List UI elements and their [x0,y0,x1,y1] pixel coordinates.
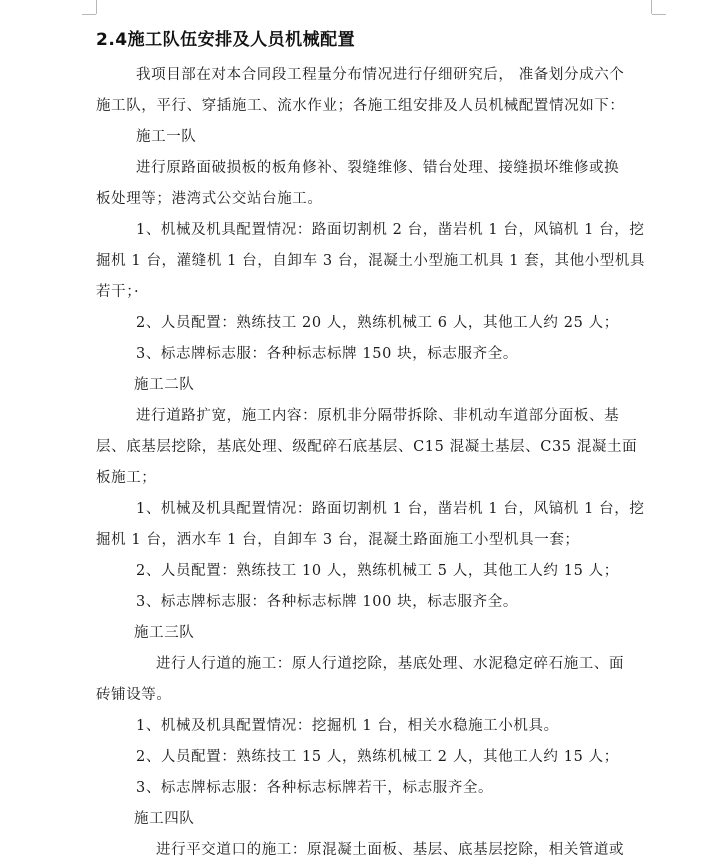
team4-title: 施工四队 [134,811,195,827]
team1-title: 施工一队 [136,129,197,145]
crop-mark-top-left [96,0,97,14]
team2-staff: 2、人员配置：熟练技工 10 人，熟练机械工 5 人，其他工人约 15 人； [136,563,619,579]
team2-title: 施工二队 [134,377,195,393]
crop-mark-top-right-h [652,14,666,15]
team2-desc-line-1: 进行道路扩宽，施工内容：原机非分隔带拆除、非机动车道部分面板、基 [136,408,620,424]
team3-staff: 2、人员配置：熟练技工 15 人，熟练机械工 2 人，其他工人约 15 人； [136,749,619,765]
team2-signs: 3、标志牌标志服：各种标志标牌 100 块，标志服齐全。 [136,594,518,610]
intro-line-1: 我项目部在对本合同段工程量分布情况进行仔细研究后， 准备划分成六个 [136,67,625,83]
team1-signs: 3、标志牌标志服：各种标志标牌 150 块，标志服齐全。 [136,346,518,362]
team2-desc-line-3: 板施工； [96,470,157,486]
team3-desc-line-1: 进行人行道的施工：原人行道挖除，基底处理、水泥稳定碎石施工、面 [156,656,625,672]
team3-signs: 3、标志牌标志服：各种标志标牌若干，标志服齐全。 [136,780,494,796]
team4-desc-line-1: 进行平交道口的施工：原混凝土面板、基层、底基层挖除，相关管道或 [156,842,625,858]
crop-mark-top-right [651,0,652,14]
intro-line-2: 施工队，平行、穿插施工、流水作业；各施工组安排及人员机械配置情况如下： [96,98,625,114]
team2-machines-line-2: 掘机 1 台，洒水车 1 台，自卸车 3 台，混凝土路面施工小型机具一套； [96,532,580,548]
team3-desc-line-2: 砖铺设等。 [96,687,172,703]
team1-desc-line-2: 板处理等；港湾式公交站台施工。 [96,191,323,207]
team1-desc-line-1: 进行原路面破损板的板角修补、裂缝维修、错台处理、接缝损坏维修或换 [136,160,620,176]
team1-staff: 2、人员配置：熟练技工 20 人，熟练机械工 6 人，其他工人约 25 人； [136,315,619,331]
team3-title: 施工三队 [134,625,195,641]
crop-mark-top-left-h [82,14,96,15]
team2-desc-line-2: 层、底基层挖除，基底处理、级配碎石底基层、C15 混凝土基层、C35 混凝土面 [96,439,638,455]
team2-machines-line-1: 1、机械及机具配置情况：路面切割机 1 台，凿岩机 1 台，风镐机 1 台，挖 [136,501,645,517]
team3-machines: 1、机械及机具配置情况：挖掘机 1 台，相关水稳施工小机具。 [136,718,559,734]
team1-machines-line-1: 1、机械及机具配置情况：路面切割机 2 台，凿岩机 1 台，风镐机 1 台，挖 [136,222,645,238]
team1-machines-line-2: 掘机 1 台，灌缝机 1 台，自卸车 3 台，混凝土小型施工机具 1 套，其他小型机具 [96,253,646,269]
section-heading: 2.4施工队伍安排及人员机械配置 [96,30,356,50]
document-body [96,22,656,866]
team1-machines-line-3: 若干；· [96,284,140,300]
